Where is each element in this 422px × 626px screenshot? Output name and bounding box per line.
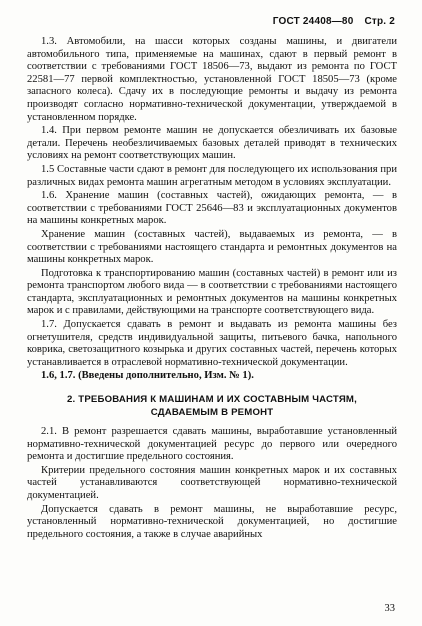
paragraph-limit-state-criteria: Критерии предельного состояния машин конкретных марок и их составных частей устанавливаются соответствующей нормативно-технической документацией. xyxy=(27,464,397,501)
paragraph-1-4: 1.4. При первом ремонте машин не допускается обезличивать их базовые детали. Перечень необезличиваемых базовых деталей приводят в технических условиях на ремонт соответствующих машин. xyxy=(27,125,397,162)
document-body xyxy=(27,36,397,542)
paragraph-2-1: 2.1. В ремонт разрешается сдавать машины, выработавшие установленный нормативно-технической документацией ресурс до первого или очередного ремонта и достигшие предельного состояния. xyxy=(27,426,397,463)
page-number: 33 xyxy=(384,603,395,614)
paragraph-1-3: 1.3. Автомобили, на шасси которых созданы машины, и двигатели автомобильного типа, применяемые на машинах, сдают в первый ремонт в соответствии с требованиями ГОСТ 18506—73, выдают из ремонта по ГОСТ 22581—77 первой комплектностью, установленной ГОСТ 18505—73 (кроме запасного колеса). Сдачу их в последующие ремонты и выдачу из ремонта производят согласно нормативно-технической документации, утверждаемой в установленном порядке. xyxy=(27,36,397,123)
paragraph-transport-preparation: Подготовка к транспортированию машин (составных частей) в ремонт или из ремонта транспортом любого вида — в соответствии с требованиями настоящего стандарта, эксплуатационных и ремонтных документов на машины конкретных марок и с правилами, действующими на транспорте соответствующего вида. xyxy=(27,267,397,317)
running-header xyxy=(273,16,395,27)
amendment-note: 1.6, 1.7. (Введены дополнительно, Изм. № 1). xyxy=(41,370,254,382)
paragraph-1-5: 1.5 Составные части сдают в ремонт для последующего их использования при различных видах ремонта машин агрегатным методом в условиях эксплуатации. xyxy=(27,163,397,188)
paragraph-1-6: 1.6. Хранение машин (составных частей), ожидающих ремонта, — в соответствии с требованиями ГОСТ 25646—83 и эксплуатационных документов на машины конкретных марок. xyxy=(27,190,397,227)
paragraph-storage-after-repair: Хранение машин (составных частей), выдаваемых из ремонта, — в соответствии с требованиями настоящего стандарта и ремонтных документов на машины конкретных марок. xyxy=(27,228,397,266)
section-heading-line-1: 2. ТРЕБОВАНИЯ К МАШИНАМ И ИХ СОСТАВНЫМ ЧАСТЯМ, xyxy=(67,394,357,406)
paragraph-1-7: 1.7. Допускается сдавать в ремонт и выдавать из ремонта машины без огнетушителя, средств индивидуальной защиты, питьевого бачка, напольного коврика, светозащитного козырька и других составных частей, перечень которых устанавливается в отраслевой нормативно-технической документации. xyxy=(27,319,397,368)
standard-number: ГОСТ 24408—80 xyxy=(272,16,354,27)
section-heading-line-2: СДАВАЕМЫМ В РЕМОНТ xyxy=(150,407,274,419)
section-heading xyxy=(27,393,397,419)
page-label: Стр. 2 xyxy=(364,16,395,27)
paragraph-early-repair: Допускается сдавать в ремонт машины, не выработавшие ресурс, установленный нормативно-технической документацией, но достигшие предельного состояния, а также в случае аварийных xyxy=(27,503,397,540)
